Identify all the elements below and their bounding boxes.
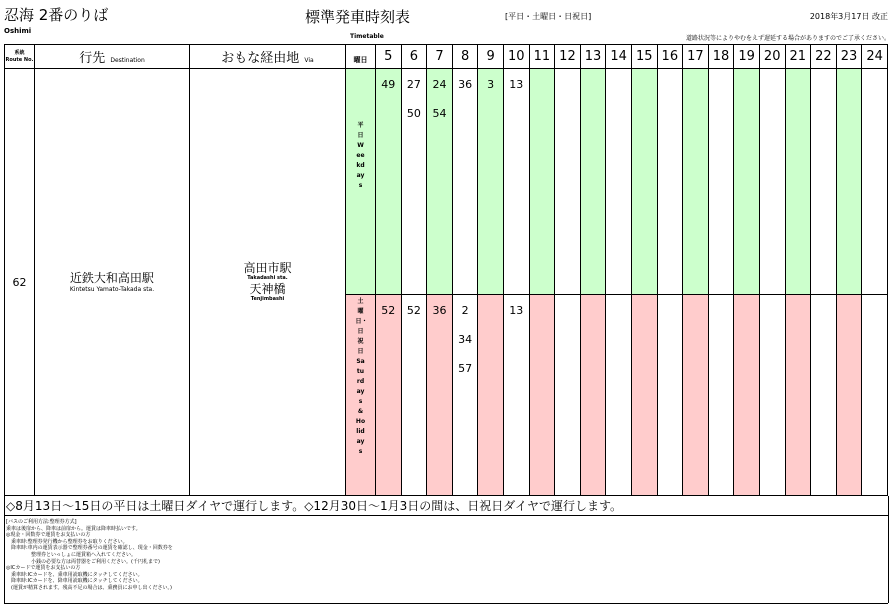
via-stop-en: Takadashi sta.: [247, 274, 288, 281]
minutes-cell: [606, 295, 632, 496]
minutes-cell: [452, 69, 478, 295]
destination-header: 行先 Destination: [35, 45, 190, 69]
minutes-cell: [401, 69, 427, 295]
usage-line: 降車時:ICカードを、降車用読取機にタッチしてください。: [6, 578, 143, 585]
minutes-cell: [503, 69, 529, 295]
divider: [4, 603, 888, 604]
departure-minute: 24: [432, 78, 447, 91]
via-stop-en: Tenjimbashi: [250, 295, 285, 302]
minutes-cell: [862, 295, 888, 496]
hour-header: 15: [631, 45, 657, 69]
day-types-label: [平日・土曜日・日祝日]: [505, 12, 592, 21]
departure-minute: 54: [432, 107, 447, 120]
schedule-note: ◇8月13日～15日の平日は土曜日ダイヤで運行します。◇12月30日～1月3日の間は、日祝日ダイヤで運行します。: [6, 499, 623, 513]
minutes-cell: [657, 295, 683, 496]
hour-header: 17: [683, 45, 709, 69]
destination-cell: [35, 69, 190, 496]
minutes-cell: [811, 69, 837, 295]
minutes-cell: [529, 69, 555, 295]
usage-line: 乗車時:ICカードを、乗車用読取機にタッチしてください。: [6, 571, 143, 578]
route-header: 系統 Route No.: [5, 45, 35, 69]
hour-header: 12: [555, 45, 581, 69]
departure-minute: 13: [509, 304, 524, 318]
minutes-cell: [785, 295, 811, 496]
minutes-cell: [478, 69, 504, 295]
minutes-cell: [376, 295, 402, 496]
usage-line: ◎ICカードで運賃をお支払いの方: [6, 565, 81, 572]
minutes-cell: [580, 295, 606, 496]
departure-minute: 50: [406, 107, 421, 120]
minutes-cell: [862, 69, 888, 295]
departure-minute: 52: [381, 304, 396, 318]
usage-line: ◎現金・回数券で運賃をお支払いの方: [6, 532, 91, 539]
minutes-cell: [734, 295, 760, 496]
minutes-cell: [555, 295, 581, 496]
via-stop-jp: 高田市駅: [243, 260, 292, 275]
minutes-cell: [785, 69, 811, 295]
departure-minute: 57: [458, 362, 473, 376]
hour-header: 16: [657, 45, 683, 69]
minutes-cell: [836, 295, 862, 496]
via-header: おもな経由地 Via: [190, 45, 346, 69]
usage-line: (運賃が精算されます。残高不足の場合は、乗務員にお申し出ください。): [6, 584, 173, 591]
delay-notice: 道路状況等によりやむをえず遅延する場合がありますのでご了承ください。: [685, 35, 890, 42]
minutes-cell: [427, 69, 453, 295]
departure-minute: 2: [461, 304, 469, 318]
minutes-cell: [376, 69, 402, 295]
departure-minute: 13: [509, 78, 524, 91]
departure-minute: 52: [406, 304, 421, 318]
page-title-en: Timetable: [350, 33, 384, 40]
departure-minute: 49: [381, 78, 396, 91]
hour-header: 14: [606, 45, 632, 69]
departure-minute: 34: [458, 333, 473, 347]
minutes-cell: [657, 69, 683, 295]
day-label-holidays: 土曜日・日祝日 Saturdays & Holidays: [346, 295, 376, 496]
hour-header: 18: [708, 45, 734, 69]
destination-jp: 近鉄大和高田駅: [69, 271, 154, 285]
usage-line: 小銭の必要な方は両替器をご利用ください。(千円札まで): [6, 558, 160, 565]
usage-line: 乗車は後扉から、降車は前扉から。運賃は降車時払いです。: [6, 525, 141, 532]
minutes-cell: [708, 69, 734, 295]
hour-header: 8: [452, 45, 478, 69]
minutes-cell: [683, 295, 709, 496]
minutes-cell: [452, 295, 478, 496]
hour-header: 11: [529, 45, 555, 69]
departure-minute: 36: [458, 78, 473, 91]
hour-header: 7: [427, 45, 453, 69]
minutes-cell: [529, 295, 555, 496]
hour-header: 13: [580, 45, 606, 69]
usage-line: [バスのご利用方法:整理券方式]: [6, 519, 77, 525]
hour-header: 19: [734, 45, 760, 69]
via-stop-jp: 天神橋: [249, 281, 286, 296]
minutes-cell: [759, 295, 785, 496]
day-label-weekdays: 平日 Weekdays: [346, 69, 376, 295]
minutes-cell: [631, 295, 657, 496]
revision-date: 2018年3月17日 改正: [809, 12, 888, 21]
minutes-cell: [734, 69, 760, 295]
minutes-cell: [580, 69, 606, 295]
hour-header: 5: [376, 45, 402, 69]
usage-instructions: [6, 519, 173, 592]
page-title: 標準発車時刻表: [305, 8, 411, 26]
divider: [888, 496, 889, 603]
divider: [4, 496, 5, 603]
hour-header: 22: [811, 45, 837, 69]
hour-header: 9: [478, 45, 504, 69]
hour-header: 21: [785, 45, 811, 69]
departure-minute: 3: [487, 78, 495, 91]
usage-line: 乗車時:整理券発行機から整理券をお取りください。: [6, 538, 128, 545]
usage-line: 降車時:車内の運賃表示器で整理券番号の運賃を確認し、現金・回数券を: [6, 545, 173, 552]
departure-minute: 36: [432, 304, 447, 318]
via-cell: [190, 69, 346, 496]
usage-line: 整理券といっしょに運賃箱へ入れてください。: [6, 551, 137, 558]
minutes-cell: [811, 295, 837, 496]
minutes-cell: [631, 69, 657, 295]
departure-minute: 27: [406, 78, 421, 91]
minutes-cell: [555, 69, 581, 295]
minutes-cell: [427, 295, 453, 496]
minutes-cell: [606, 69, 632, 295]
destination-en: Kintetsu Yamato-Takada sta.: [69, 286, 155, 293]
hour-header: 6: [401, 45, 427, 69]
divider: [4, 515, 888, 516]
minutes-cell: [503, 295, 529, 496]
minutes-cell: [478, 295, 504, 496]
stop-name: 忍海 2番のりば: [4, 6, 109, 24]
timetable: [4, 44, 888, 496]
minutes-cell: [401, 295, 427, 496]
hour-header: 10: [503, 45, 529, 69]
hour-header: 24: [862, 45, 888, 69]
stop-name-roman: Oshimi: [4, 27, 32, 35]
minutes-cell: [708, 295, 734, 496]
minutes-cell: [836, 69, 862, 295]
minutes-cell: [683, 69, 709, 295]
day-header: 曜日: [346, 45, 376, 69]
route-number: 62: [5, 69, 35, 496]
hour-header: 23: [836, 45, 862, 69]
hour-header: 20: [759, 45, 785, 69]
minutes-cell: [759, 69, 785, 295]
